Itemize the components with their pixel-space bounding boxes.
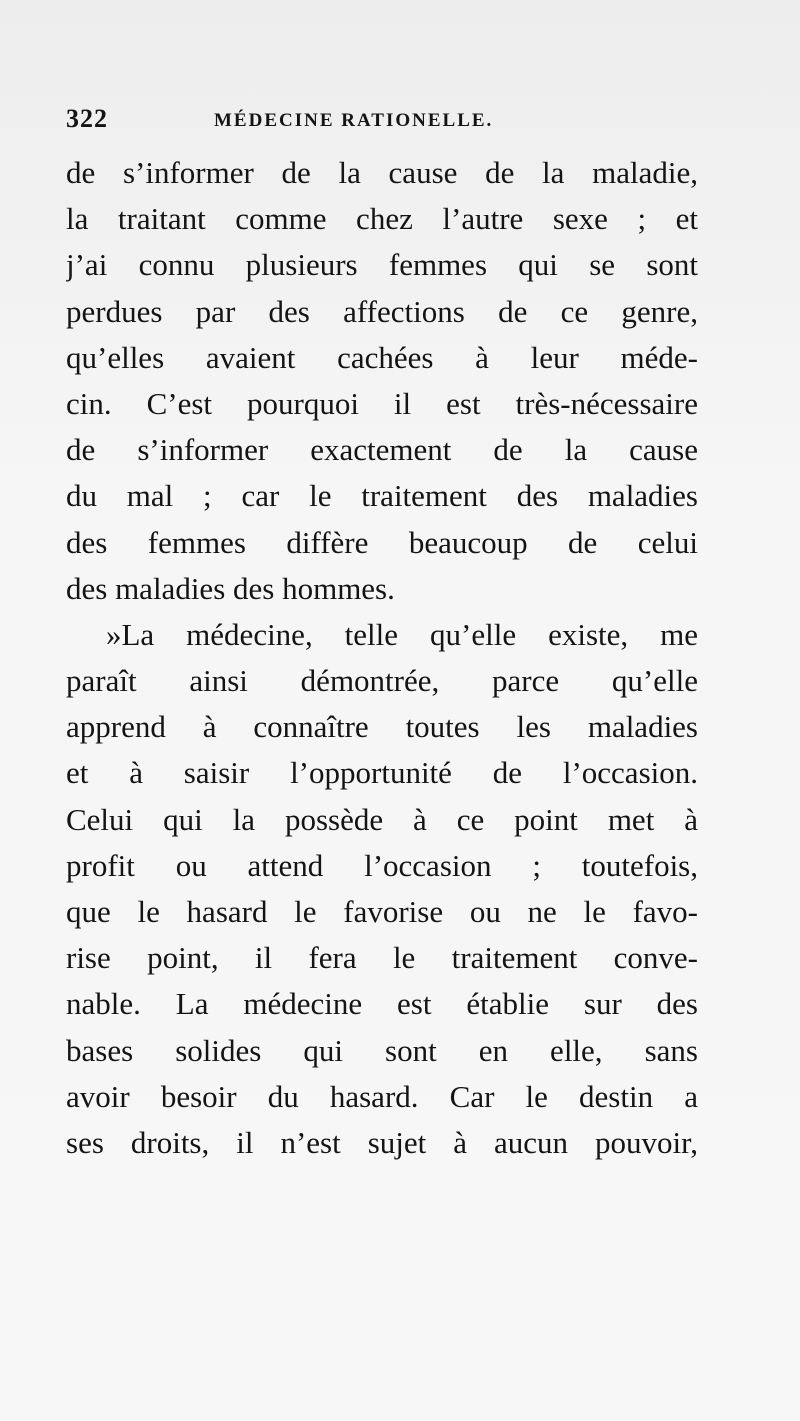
text-line: bases solides qui sont en elle, sans bbox=[66, 1032, 698, 1068]
page-header bbox=[66, 104, 706, 140]
text-line: j’ai connu plusieurs femmes qui se sont bbox=[66, 247, 698, 283]
body-text bbox=[66, 150, 698, 1166]
paragraph-end-line: des maladies des hommes. bbox=[66, 570, 395, 606]
text-line: et à saisir l’opportunité de l’occasion. bbox=[66, 755, 698, 791]
text-line: des femmes diffère beaucoup de celui bbox=[66, 524, 698, 560]
text-line: de s’informer de la cause de la maladie, bbox=[66, 155, 698, 190]
text-line: la traitant comme chez l’autre sexe ; et bbox=[66, 201, 698, 237]
text-line: nable. La médecine est établie sur des bbox=[66, 986, 698, 1022]
paragraph-start-line: »La médecine, telle qu’elle existe, me bbox=[106, 616, 698, 652]
text-line: paraît ainsi démontrée, parce qu’elle bbox=[66, 663, 698, 699]
text-line: cin. C’est pourquoi il est très-nécessaire bbox=[66, 385, 698, 421]
text-line: perdues par des affections de ce genre, bbox=[66, 293, 698, 329]
text-line: profit ou attend l’occasion ; toutefois, bbox=[66, 847, 698, 883]
text-line: ses droits, il n’est sujet à aucun pouvoir, bbox=[66, 1124, 698, 1160]
text-line: de s’informer exactement de la cause bbox=[66, 432, 698, 468]
text-line: avoir besoir du hasard. Car le destin a bbox=[66, 1078, 698, 1114]
text-line: que le hasard le favorise ou ne le favo- bbox=[66, 894, 698, 929]
text-line: du mal ; car le traitement des maladies bbox=[66, 478, 698, 514]
text-line: qu’elles avaient cachées à leur méde- bbox=[66, 339, 698, 375]
page-number: 322 bbox=[66, 104, 108, 133]
text-line: rise point, il fera le traitement conve- bbox=[66, 940, 698, 976]
running-title: MÉDECINE RATIONELLE. bbox=[214, 110, 494, 131]
text-line: Celui qui la possède à ce point met à bbox=[66, 801, 698, 837]
text-line: apprend à connaître toutes les maladies bbox=[66, 709, 698, 745]
